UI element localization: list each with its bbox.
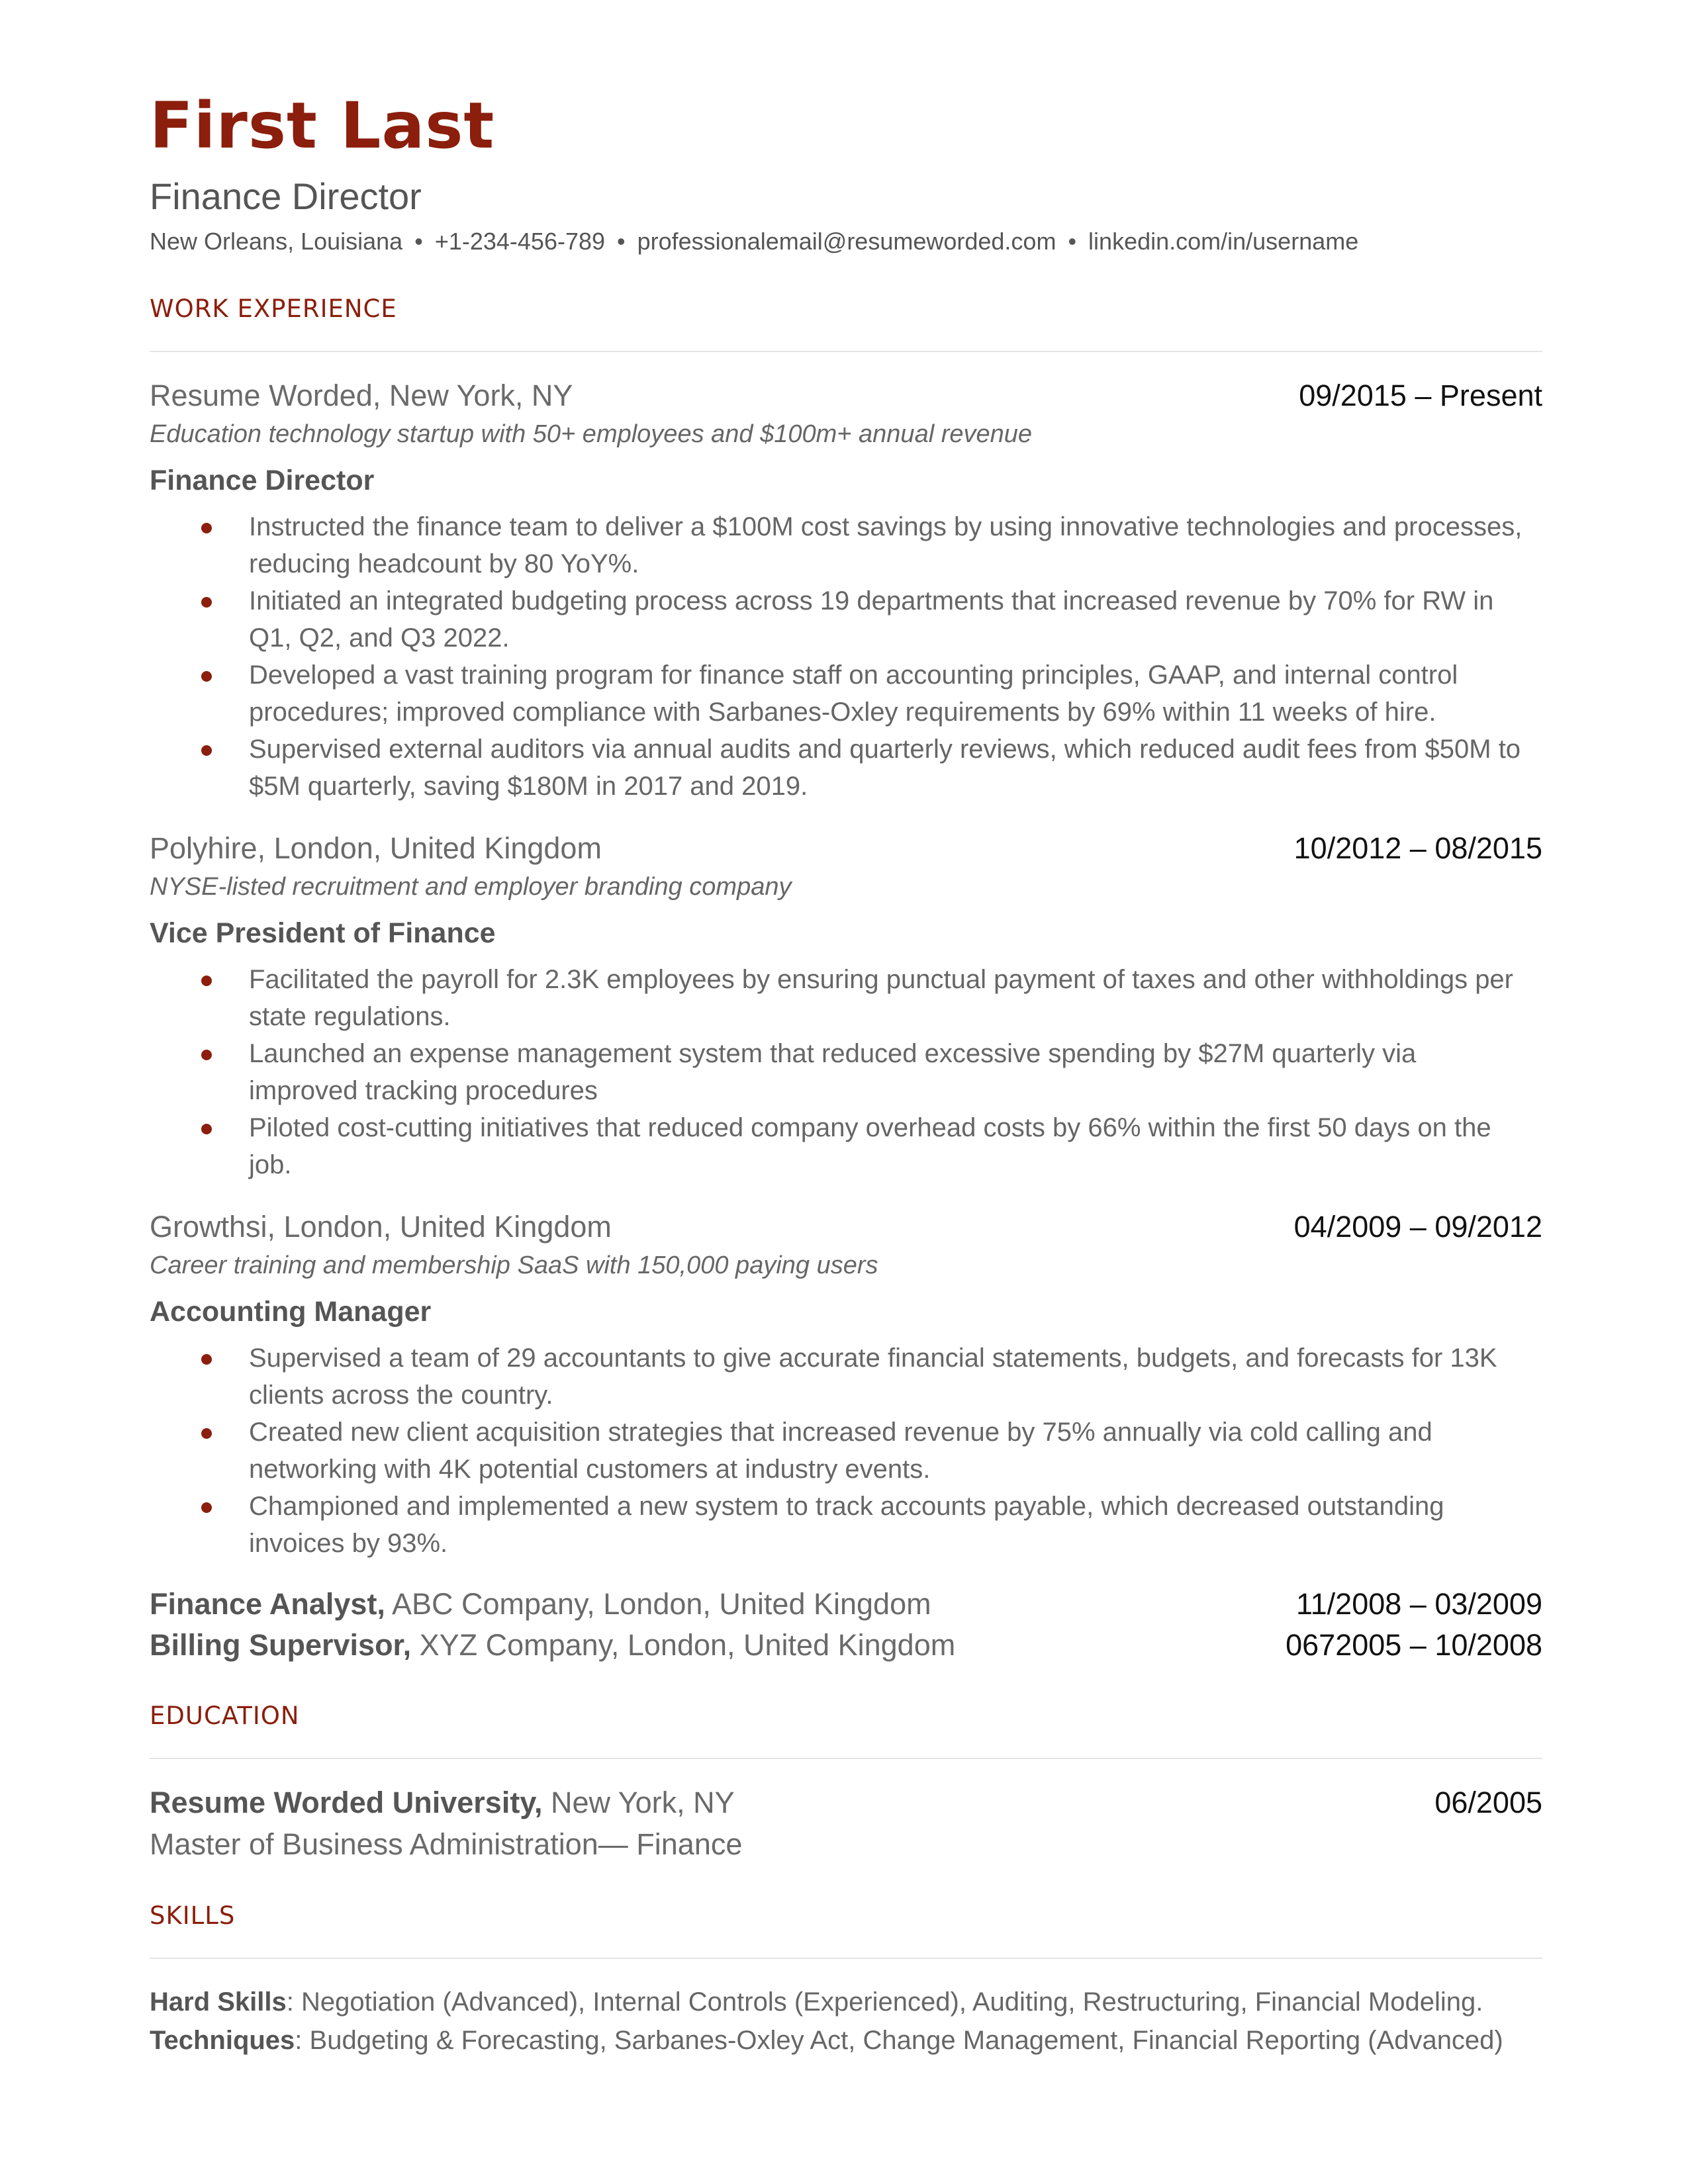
- skill-label: Hard Skills: [150, 1987, 287, 2017]
- contact-linkedin: linkedin.com/in/username: [1088, 228, 1359, 255]
- skill-label: Techniques: [150, 2026, 295, 2055]
- section-heading-skills: SKILLS: [150, 1899, 1542, 1959]
- other-role-title: Billing Supervisor,: [150, 1628, 412, 1662]
- education-date: 06/2005: [1434, 1786, 1542, 1819]
- job-description: Career training and membership SaaS with 150,000 paying users: [150, 1251, 878, 1279]
- education-entry: [150, 1783, 1542, 1865]
- job-company: Growthsi, London, United Kingdom: [150, 1210, 612, 1244]
- other-role-dates: 0672005 – 10/2008: [1286, 1628, 1542, 1662]
- bullet-item: Created new client acquisition strategies that increased revenue by 75% annually via cold calling and networking with 4K potential customers at industry events.: [150, 1414, 1542, 1488]
- job-role: Vice President of Finance: [150, 917, 496, 949]
- candidate-name: First Last: [150, 89, 495, 163]
- job-role: Finance Director: [150, 465, 375, 496]
- contact-separator: •: [1068, 228, 1077, 255]
- section-heading-experience: WORK EXPERIENCE: [150, 293, 1542, 352]
- bullet-item: Supervised external auditors via annual audits and quarterly reviews, which reduced audit fees from $50M to $5M quarterly, saving $180M in 2017 and 2019.: [150, 731, 1542, 805]
- contact-email: professionalemail@resumeworded.com: [637, 228, 1056, 255]
- bullet-item: Piloted cost-cutting initiatives that reduced company overhead costs by 66% within the first 50 days on the job.: [150, 1109, 1542, 1183]
- other-role-dates: 11/2008 – 03/2009: [1295, 1587, 1542, 1621]
- job-company: Resume Worded, New York, NY: [150, 379, 573, 412]
- bullet-item: Facilitated the payroll for 2.3K employees by ensuring punctual payment of taxes and other withholdings per state regulations.: [150, 961, 1542, 1035]
- job-entry: [150, 376, 1542, 805]
- job-entry: [150, 829, 1542, 1183]
- contact-location: New Orleans, Louisiana: [150, 228, 403, 255]
- other-role-company: ABC Company, London, United Kingdom: [385, 1587, 931, 1621]
- bullet-item: Instructed the finance team to deliver a $100M cost savings by using innovative technologies and processes, reducing headcount by 80 YoY%.: [150, 508, 1542, 582]
- other-role-row: [150, 1584, 1542, 1624]
- other-role-company: XYZ Company, London, United Kingdom: [411, 1628, 956, 1662]
- job-dates: 04/2009 – 09/2012: [1293, 1210, 1542, 1244]
- skill-line: [150, 1983, 1542, 2021]
- skill-value: : Budgeting & Forecasting, Sarbanes-Oxley Act, Change Management, Financial Reporting (Advanced): [295, 2026, 1503, 2055]
- resume-content: [150, 86, 1542, 2060]
- other-roles: [150, 1584, 1542, 1665]
- job-description: Education technology startup with 50+ employees and $100m+ annual revenue: [150, 420, 1033, 448]
- other-role-title: Finance Analyst,: [150, 1587, 385, 1621]
- job-bullets: [150, 1340, 1542, 1562]
- job-dates: 10/2012 – 08/2015: [1293, 831, 1542, 865]
- skill-value: : Negotiation (Advanced), Internal Controls (Experienced), Auditing, Restructuring, Financial Modeling.: [286, 1987, 1483, 2017]
- job-bullets: [150, 961, 1542, 1183]
- job-company: Polyhire, London, United Kingdom: [150, 831, 602, 865]
- bullet-item: Developed a vast training program for finance staff on accounting principles, GAAP, and internal control procedures; improved compliance with Sarbanes-Oxley requirements by 69% within 11 weeks of hire.: [150, 657, 1542, 731]
- bullet-item: Launched an expense management system that reduced excessive spending by $27M quarterly via improved tracking procedures: [150, 1035, 1542, 1109]
- education-degree: Master of Business Administration— Finance: [150, 1827, 743, 1861]
- job-description: NYSE-listed recruitment and employer branding company: [150, 873, 792, 901]
- job-role: Accounting Manager: [150, 1296, 432, 1328]
- bullet-item: Supervised a team of 29 accountants to give accurate financial statements, budgets, and forecasts for 13K clients across the country.: [150, 1340, 1542, 1414]
- job-bullets: [150, 508, 1542, 805]
- bullet-item: Initiated an integrated budgeting process across 19 departments that increased revenue by 70% for RW in Q1, Q2, and Q3 2022.: [150, 582, 1542, 657]
- contact-separator: •: [617, 228, 626, 255]
- bullet-item: Championed and implemented a new system to track accounts payable, which decreased outstanding invoices by 93%.: [150, 1488, 1542, 1562]
- contact-separator: •: [414, 228, 423, 255]
- skill-line: [150, 2021, 1542, 2060]
- skills-list: [150, 1983, 1542, 2060]
- contact-line: [150, 225, 1542, 258]
- education-school: Resume Worded University,: [150, 1786, 543, 1819]
- other-role-row: [150, 1625, 1542, 1665]
- education-location: New York, NY: [542, 1786, 735, 1819]
- candidate-title: Finance Director: [150, 175, 422, 217]
- section-heading-education: EDUCATION: [150, 1700, 1542, 1759]
- contact-phone: +1-234-456-789: [434, 228, 606, 255]
- job-dates: 09/2015 – Present: [1299, 379, 1542, 412]
- job-entry: [150, 1207, 1542, 1562]
